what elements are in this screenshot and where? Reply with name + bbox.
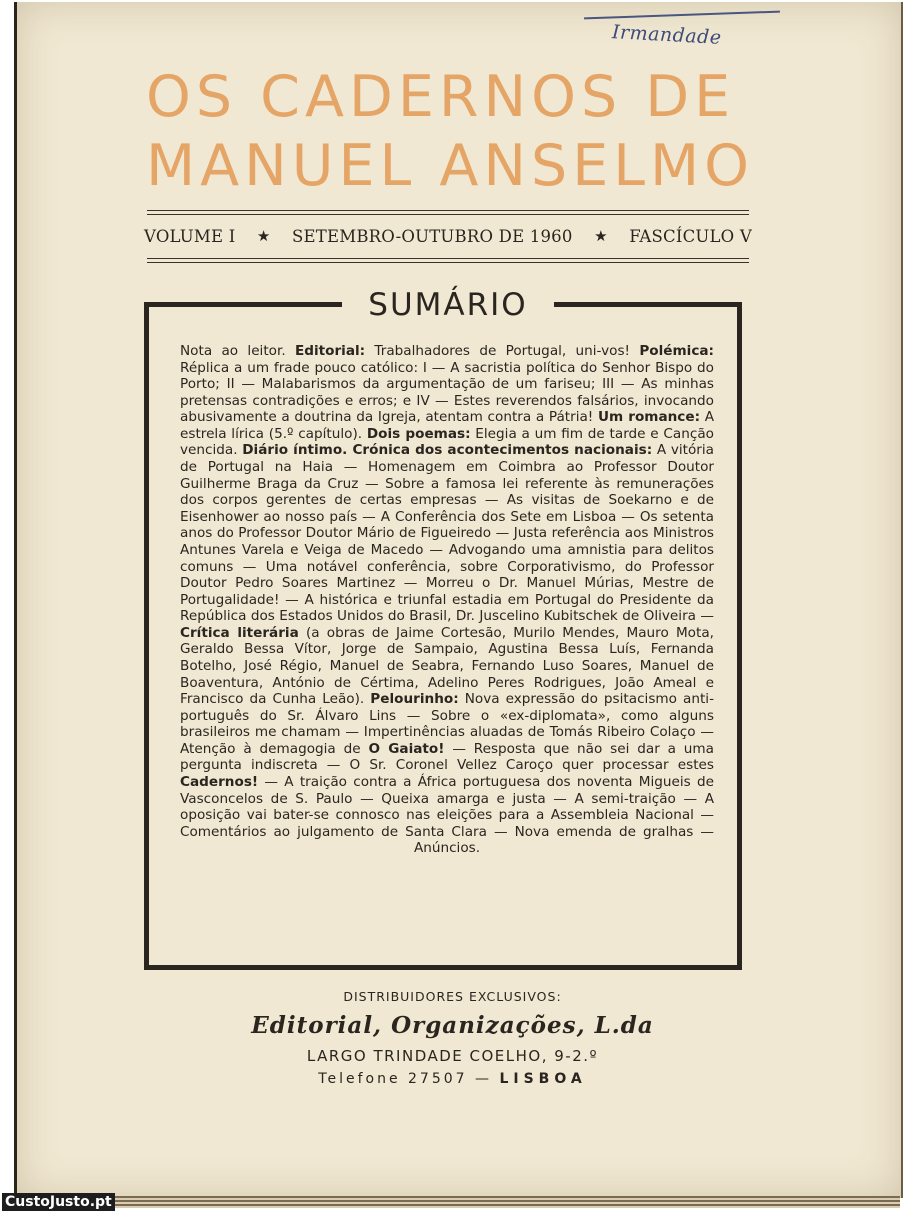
publisher-name: Editorial, Organizações, L.da [251, 1012, 654, 1039]
summary-section-title: Crítica literária [180, 624, 299, 641]
summary-text-run: Nota ao leitor. [180, 343, 295, 359]
summary-text-run: (a obras de Jaime Cortesão, Murilo Mendes, Mauro Mota, Geraldo Bessa Vítor, Jorge de Sampaio, Agustina Bessa Luís, Fernanda Botelho, José Régio, Manuel de Seabra, Fernando Luso Soares, Manuel de Boaventura, António de Cértima, Adelino Peres Rodrigues, João Ameal e Francisco da Cunha Leão). [180, 624, 714, 708]
summary-text-run: A vitória de Portugal na Haia — Homenagem em Coimbra ao Professor Doutor Guilherme Braga da Cruz — Sobre a famosa lei referente às remunerações dos corpos gerentes de certas empresas — As visitas de Soekarno e de Eisenhower ao nosso país — A Conferência dos Sete em Lisboa — Os setenta anos do Professor Doutor Mário de Figueiredo — Justa referência aos Ministros Antunes Varela e Veiga de Macedo — Advogando uma amnistia para delitos comuns — Uma notável conferência, sobre Corporativismo, do Professor Doutor Pedro Soares Martinez — Morreu o Dr. Manuel Múrias, Mestre de Portugalidade! — A histórica e triunfal estadia em Portugal do Presidente da República dos Estados Unidos do Brasil, Dr. Juscelino Kubitschek de Oliveira — [180, 442, 714, 625]
summary-section-title: O Gaiato! [368, 740, 445, 757]
summary-section-title: Polémica: [639, 343, 714, 359]
summary-text [180, 343, 714, 857]
rule-bottom-2 [147, 262, 749, 263]
issue-info [144, 227, 752, 246]
summary-text-run: Réplica a um frade pouco católico: I — A sacristia política do Senhor Bispo do Porto; II — Malabarismos da argumentação de um fariseu; III — As minhas pretensas contradições e erros; e IV — Estes reverendos falsários, invocando abusivamente a doutrina da Igreja, atentam contra a Pátria! [180, 359, 714, 426]
rule-bottom-1 [147, 258, 749, 259]
star-separator: ★ [594, 227, 608, 245]
publisher-address: LARGO TRINDADE COELHO, 9-2.º [306, 1047, 599, 1065]
rule-top-1 [147, 210, 749, 211]
summary-text-run: — Resposta que não sei dar a uma pergunta indiscreta — O Sr. Coronel Vellez Caroço quer processar estes [180, 740, 714, 774]
summary-section-title: Diário íntimo. Crónica dos acontecimentos nacionais: [242, 442, 653, 459]
city-label: LISBOA [499, 1071, 587, 1087]
phone-label: Telefone 27507 — [318, 1071, 492, 1087]
volume-label: VOLUME I [144, 227, 236, 246]
fascicle-label: FASCÍCULO V [629, 227, 752, 246]
summary-text-run: — A traição contra a África portuguesa dos noventa Migueis de Vasconcelos de S. Paulo — Queixa amarga e justa — A semi-traição — A oposição vai bater-se connosco nas eleições para a Assembleia Nacional — Comentários ao julgamento de Santa Clara — Nova emenda de gralhas — Anúncios. [180, 774, 714, 857]
summary-section-title: Um romance: [597, 409, 701, 426]
title-line-2: MANUEL ANSELMO [146, 133, 755, 199]
summary-text-run: Nova expressão do psitacismo anti-português do Sr. Álvaro Lins — Sobre o «ex-diplomata», como alguns brasileiros me chamam — Impertinências aluadas de Tomás Ribeiro Colaço — Atenção à demagogia de [180, 691, 714, 757]
distributors-label: DISTRIBUIDORES EXCLUSIVOS: [343, 989, 562, 1004]
summary-text-run: Elegia a um fim de tarde e Canção vencida. [180, 425, 714, 459]
summary-heading: SUMÁRIO [342, 283, 554, 327]
page-stack-edge [14, 1196, 900, 1208]
summary-section-title: Pelourinho: [370, 691, 459, 708]
rule-top-2 [147, 214, 749, 215]
summary-text-run: Trabalhadores de Portugal, uni-vos! [365, 343, 640, 359]
summary-section-title: Cadernos! [180, 774, 259, 791]
title-line-1: OS CADERNOS DE [146, 64, 736, 130]
publisher-phone-line [0, 1071, 905, 1087]
star-separator: ★ [256, 227, 271, 245]
summary-text-run: A estrela lírica (5.º capítulo). [180, 409, 715, 442]
handwritten-note: Irmandade [611, 21, 723, 49]
issue-date: SETEMBRO-OUTUBRO DE 1960 [292, 227, 573, 246]
summary-section-title: Editorial: [294, 343, 366, 359]
watermark-logo: CustoJusto.pt [2, 1193, 115, 1211]
summary-section-title: Dois poemas: [366, 425, 471, 442]
